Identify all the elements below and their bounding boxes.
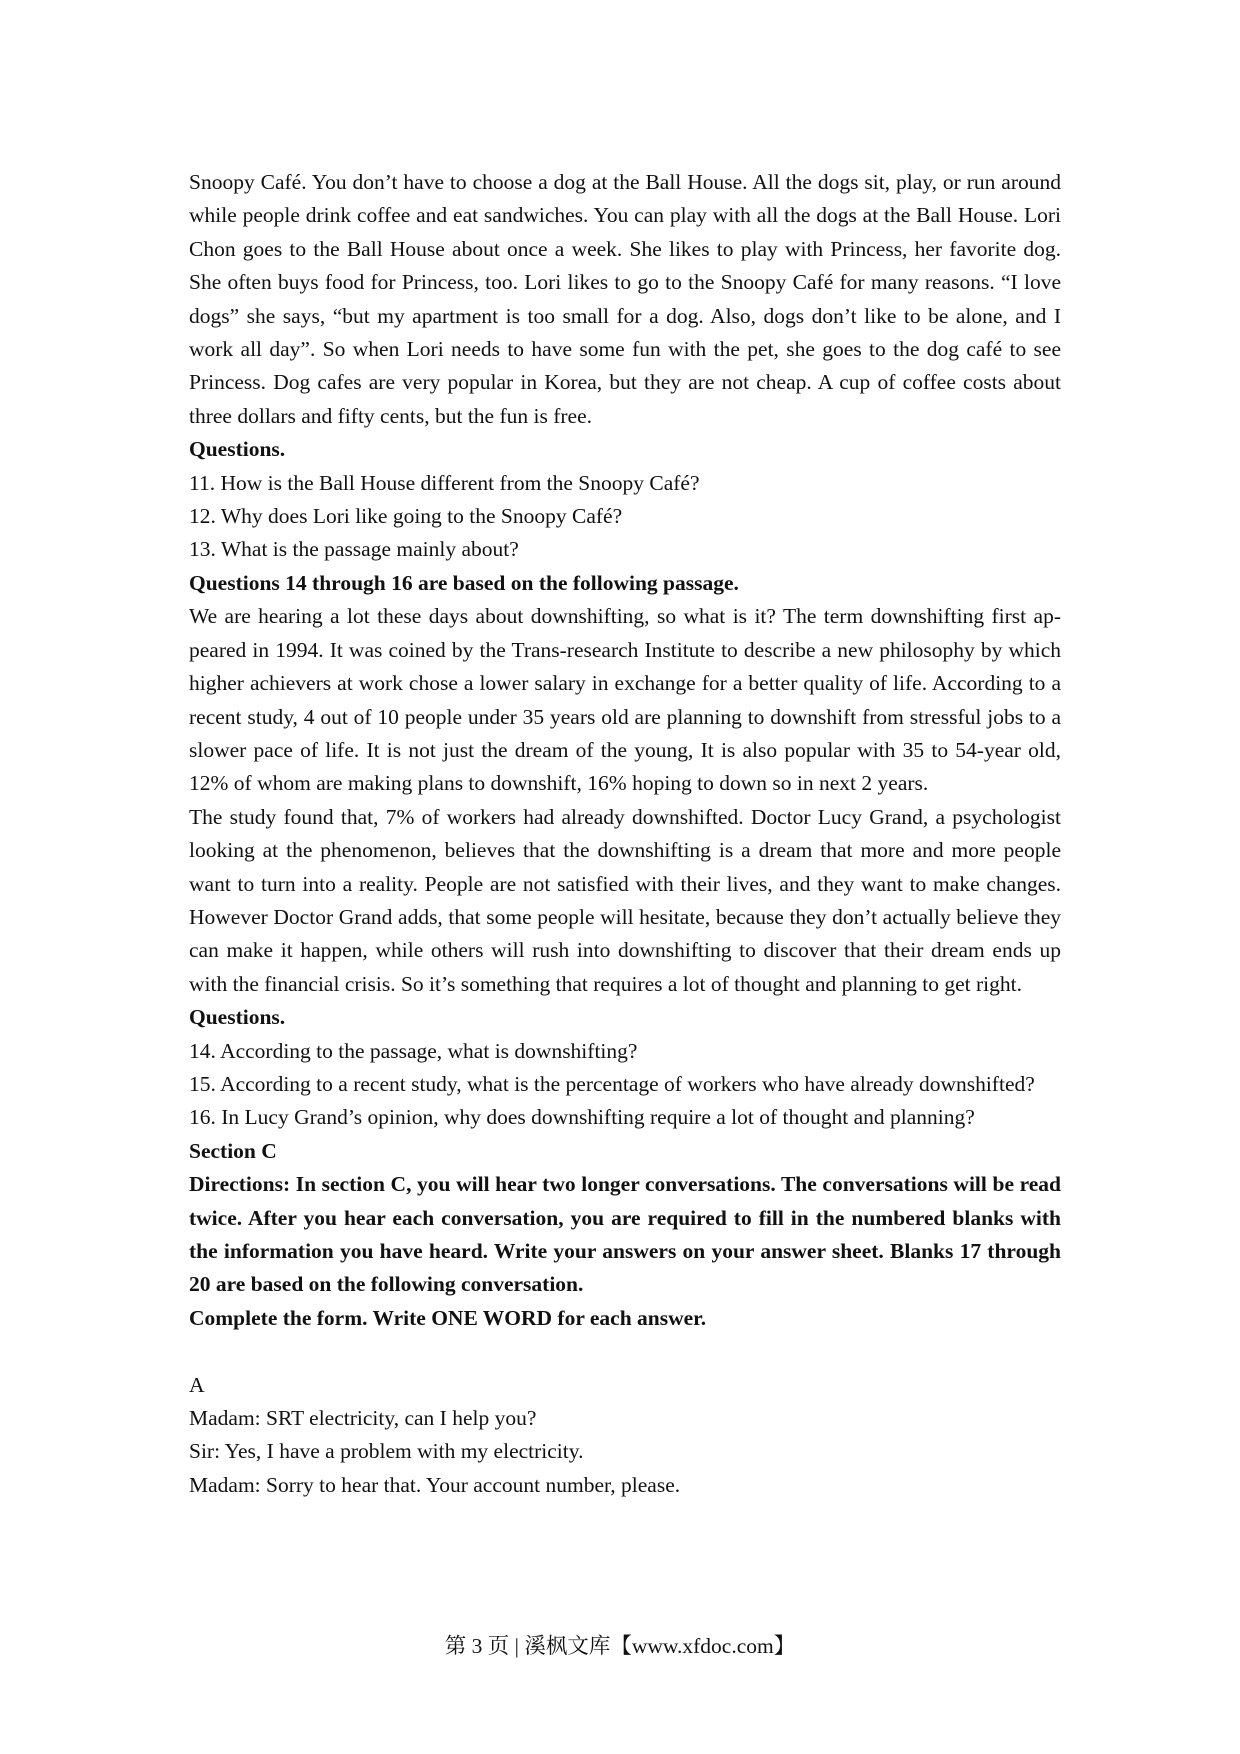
page-footer: 第 3 页 | 溪枫文库【www.xfdoc.com】 — [444, 1634, 796, 1658]
spacer — [189, 1335, 1061, 1368]
question-13: 13. What is the passage mainly about? — [189, 537, 519, 562]
page-content — [189, 166, 1061, 1502]
passage-2-heading: Questions 14 through 16 are based on the following passage. — [189, 570, 739, 595]
conversation-line-3: Madam: Sorry to hear that. Your account number, please. — [189, 1472, 681, 1497]
conversation-label: A — [189, 1372, 205, 1397]
conversation-line-1: Madam: SRT electricity, can I help you? — [189, 1406, 537, 1431]
section-c-directions: Directions: In section C, you will hear two longer conversations. The conversations will be read twice. After you hear each conversation, you are required to fill in the numbered blanks with the information you have heard. Write your answers on your answer sheet. Blanks 17 through 20 are based on the following conversation. — [189, 1172, 1061, 1297]
section-c-title: Section C — [189, 1138, 277, 1163]
conversation-line-2: Sir: Yes, I have a problem with my electricity. — [189, 1439, 584, 1464]
questions-heading-1: Questions. — [189, 437, 286, 462]
question-16: 16. In Lucy Grand’s opinion, why does downshifting require a lot of thought and planning? — [189, 1105, 975, 1130]
passage-2-paragraph-2: The study found that, 7% of workers had already downshifted. Doctor Lucy Grand, a psychologist looking at the phenomenon, believes that the downshifting is a dream that more and more people want to turn into a reality. People are not satisfied with their lives, and they want to make changes. However Doctor Grand adds, that some people will hesitate, because they don’t actually believe they can make it happen, while others will rush into downshifting to discover that their dream ends up with the financial crisis. So it’s something that requires a lot of thought and planning to get right. — [189, 804, 1061, 996]
question-12: 12. Why does Lori like going to the Snoopy Café? — [189, 504, 623, 529]
passage-2-paragraph-1: We are hearing a lot these days about downshifting, so what is it? The term downshifting first appeared in 1994. It was coined by the Trans-research Institute to describe a new philosophy by which higher achievers at work chose a lower salary in exchange for a better quality of life. According to a recent study, 4 out of 10 people under 35 years old are planning to downshift from stressful jobs to a slower pace of life. It is not just the dream of the young, It is also popular with 35 to 54-year old, 12% of whom are making plans to downshift, 16% hoping to down so in next 2 years. — [189, 604, 1061, 796]
question-14: 14. According to the passage, what is downshifting? — [189, 1038, 638, 1063]
questions-heading-2: Questions. — [189, 1005, 286, 1030]
question-15: 15. According to a recent study, what is the percentage of workers who have already downshifted? — [189, 1071, 1035, 1096]
passage-1-continuation: Snoopy Café. You don’t have to choose a dog at the Ball House. All the dogs sit, play, or run around while people drink coffee and eat sandwiches. You can play with all the dogs at the Ball House. Lori Chon goes to the Ball House about once a week. She likes to play with Princess, her favorite dog. She often buys food for Princess, too. Lori likes to go to the Snoopy Café for many reasons. “I love dogs” she says, “but my apartment is too small for a dog. Also, dogs don’t like to be alone, and I work all day”. So when Lori needs to have some fun with the pet, she goes to the dog café to see Princess. Dog cafes are very popular in Korea, but they are not cheap. A cup of coffee costs about three dollars and fifty cents, but the fun is free. — [189, 170, 1061, 428]
question-11: 11. How is the Ball House different from the Snoopy Café? — [189, 470, 700, 495]
section-c-instruction: Complete the form. Write ONE WORD for each answer. — [189, 1305, 707, 1330]
